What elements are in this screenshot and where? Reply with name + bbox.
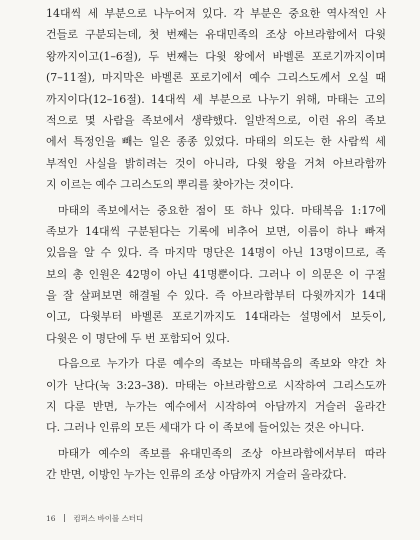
text-line: 에서 특정인을 빼는 일은 종종 있었다. 마태의 의도는 한 사람씩 세 xyxy=(46,135,386,149)
text-line: 마태가 예수의 족보를 유대민족의 조상 아브라함에서부터 따라 xyxy=(58,446,386,460)
text-line: 있음을 알 수 있다. 즉 마지막 명단은 14명이 아닌 13명이므로, 족 xyxy=(46,246,386,260)
text-line: 지 이르는 예수 그리스도의 뿌리를 찾아가는 것이다. xyxy=(46,178,294,192)
text-line: 건들로 구분되는데, 첫 번째는 유대민족의 조상 아브라함에서 다윗 xyxy=(46,28,386,42)
text-line: 부적인 사실을 밝히려는 것이 아니라, 다윗 왕을 거쳐 아브라함까 xyxy=(46,156,386,170)
text-line: 다윗은 이 명단에 두 번 포함되어 있다. xyxy=(46,331,230,345)
text-line: 다. 그러나 인류의 모든 세대가 다 이 족보에 들어있는 것은 아니다. xyxy=(46,421,365,435)
text-line: 보의 총 인원은 42명이 아닌 41명뿐이다. 그러나 이 의문은 이 구절 xyxy=(46,267,386,281)
text-line: 을 잘 살펴보면 해결될 수 있다. 즉 아브라함부터 다윗까지가 14대 xyxy=(46,289,386,303)
paragraph-3 xyxy=(46,353,386,439)
text-line: 왕까지이고(1–6절), 두 번째는 다윗 왕에서 바벨론 포로기까지이며 xyxy=(46,49,386,63)
paragraph-1 xyxy=(46,3,386,196)
text-line: 족보가 14대씩 구분된다는 기록에 비추어 보면, 이름이 하나 빠져 xyxy=(46,224,386,238)
text-line: 이가 난다(눅 3:23–38). 마태는 아브라함으로 시작하여 그리스도까 xyxy=(46,378,386,392)
paragraph-2 xyxy=(46,200,386,350)
text-line: 간 반면, 이방인 누가는 인류의 조상 아담까지 거슬러 올라갔다. xyxy=(46,468,347,482)
text-line: (7–11절), 마지막은 바벨론 포로기에서 예수 그리스도께서 오실 때 xyxy=(46,71,386,85)
text-line: 다음으로 누가가 다룬 예수의 족보는 마태복음의 족보와 약간 차 xyxy=(58,357,386,371)
text-line: 이고, 다윗부터 바벨론 포로기까지도 14대라는 설명에서 보듯이, xyxy=(46,310,386,324)
book-title: 컴퍼스 바이블 스터디 xyxy=(73,514,144,523)
text-line: 지 다룬 반면, 누가는 예수에서 시작하여 아담까지 거슬러 올라간 xyxy=(46,400,386,414)
page-number: 16 xyxy=(46,514,56,523)
text-line: 14대씩 세 부분으로 나누어져 있다. 각 부분은 중요한 역사적인 사 xyxy=(46,7,386,20)
text-line: 적으로 몇 사람을 족보에서 생략했다. 일반적으로, 이런 유의 족보 xyxy=(46,113,386,127)
page-footer xyxy=(46,513,143,524)
body-text xyxy=(46,3,386,486)
paragraph-4 xyxy=(46,443,386,486)
text-line: 마태의 족보에서는 중요한 점이 또 하나 있다. 마태복음 1:17에 xyxy=(58,203,386,217)
text-line: 까지이다(12–16절). 14대씩 세 부분으로 나누기 위해, 마태는 고의 xyxy=(46,92,386,106)
footer-divider xyxy=(64,514,65,522)
